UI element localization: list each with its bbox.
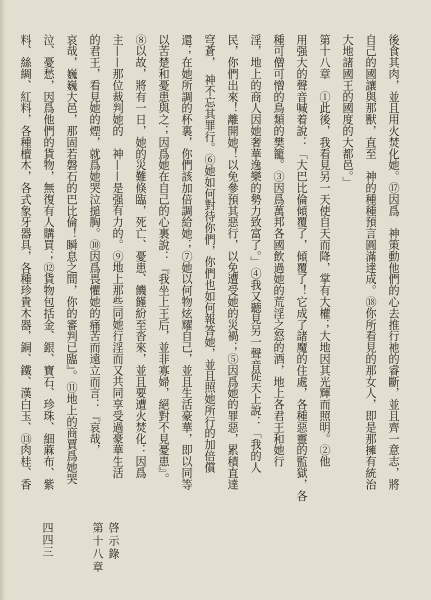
running-footer-chapter: 第十八章 — [91, 522, 104, 574]
text-column: 自己的國讓與那獸，直至 神的種種預言圓滿達成。⑱你所看見的那女人，即是那擁有統治 — [364, 34, 377, 490]
page-number: 四四三 — [41, 522, 54, 558]
text-column: 用强大的聲音喊着說：「大巴比倫傾覆了，傾覆了！它成了諸魔的住處，各種惡靈的監獄，各 — [295, 34, 308, 502]
text-column: 泣、憂愁，因爲他們的貨物，無復有人購買；⑫貨物包括金、銀、寶石、珍珠、細蔴布、紫 — [42, 34, 55, 490]
text-column: 還；在她所調的杯裏，你們該加倍調給她；⑦她以何物炫耀自己，並且生活豪華，即以同等 — [180, 34, 193, 490]
text-column: 主——那位裁判她的 神——是强有力的。⑨地上那些同她行淫而又共同享受過豪華生活 — [111, 34, 124, 479]
text-column: 淫，地上的商人因她奢華逸樂的勢力致富了。」④我又聽見另一聲音從天上說：「我的人 — [249, 34, 262, 474]
text-column: 民，你們出來！離開她！以免參預其惡行，以免遭受她的災禍；⑤因爲她的罪惡，累積直達 — [226, 34, 239, 490]
text-column: 哀哉，巍巍大邑，那固若磐石的巴比倫！瞬息之間，你的審判已臨』。⑪地上的商賈爲她哭 — [65, 34, 78, 485]
text-column: 以苦楚和憂患與之；因爲她在自己的心裏說：『我坐上王后，並非寡婦，絕對不見憂患』。 — [157, 34, 170, 485]
text-column: 大地諸國王的國度的大都邑。」 — [341, 34, 354, 189]
text-column: 後食其肉，並且用火焚化她。⑰因爲 神策動他們的心去推行祂的睿斷，並且齊一意志，將 — [387, 34, 400, 490]
text-column: 穹蒼， 神不忘其罪行。⑥她如何對待你們，你們也如何報答她，並且照她所行的加倍償 — [203, 34, 216, 474]
text-column: 種可僧可憎的鳥類的樊籠。③因爲萬邦各國飲過她的荒淫之怒的酒，地上各君王和她行 — [272, 34, 285, 468]
text-column: 料、絲綢、紅料，各種檀木，各式象牙器具，各種珍貴木器，銅、鐵、漢白玉、⑬肉桂、香 — [19, 34, 32, 490]
text-column: 第十八章 ①此後，我看見另一天使自天而降，掌有大權；大地因其光輝而照明。②他 — [318, 34, 331, 468]
page-edge — [0, 0, 6, 600]
running-footer-book-title: 啓示錄 — [107, 522, 120, 561]
text-column: ⑧以故，將有一日，她的災難倏臨，死亡、憂患、饑饉紛至沓來，並且要遭火焚化：因爲 — [134, 34, 147, 479]
text-block — [17, 34, 401, 556]
text-column: 的君王，看見她的煙，就爲她哭泣搥胸。⑩因爲畏懼她的痛苦而遠立而言：『哀哉， — [88, 34, 101, 456]
